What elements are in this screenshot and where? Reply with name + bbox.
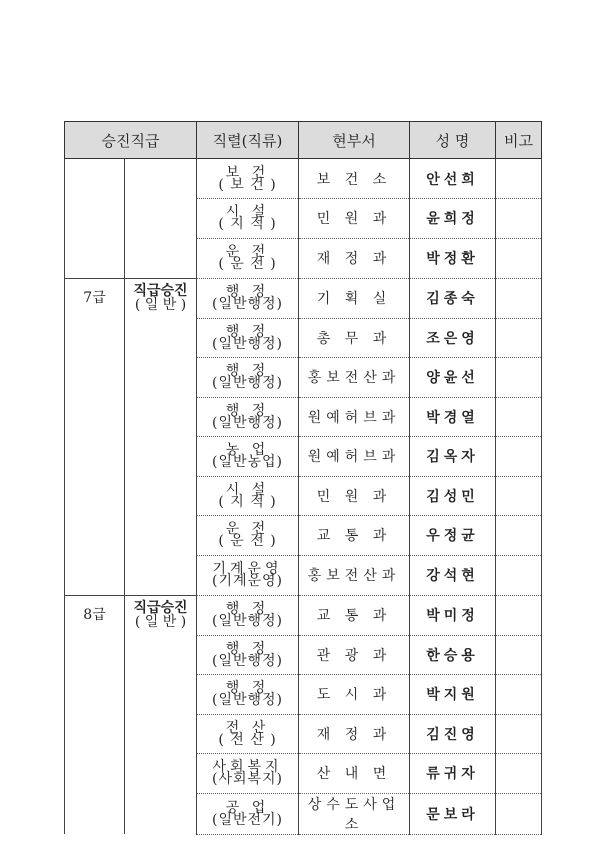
grade-cell <box>65 516 125 556</box>
table-row <box>65 159 542 199</box>
promotion-type-cell <box>125 476 197 516</box>
job-class: (일반행정) <box>211 692 284 709</box>
note-cell <box>496 318 542 358</box>
promotion-type-cell <box>125 675 197 715</box>
note-cell <box>496 675 542 715</box>
name-cell: 양윤선 <box>410 358 496 398</box>
grade-cell <box>65 199 125 239</box>
grade-cell <box>65 397 125 437</box>
grade-cell <box>65 793 125 834</box>
name-cell: 문보라 <box>410 793 496 834</box>
job-series-cell <box>197 754 299 794</box>
table-row <box>65 437 542 477</box>
note-cell <box>496 635 542 675</box>
job-series: 기계운영 <box>212 561 283 577</box>
table-row <box>65 793 542 834</box>
job-series-cell <box>197 555 299 595</box>
promotion-type-cell <box>125 595 197 635</box>
department-cell: 보 건 소 <box>299 159 410 199</box>
job-series: 공 업 <box>225 799 270 816</box>
note-cell <box>496 397 542 437</box>
job-series-cell <box>197 278 299 318</box>
job-series: 행 정 <box>225 601 270 617</box>
job-series: 행 정 <box>225 363 270 380</box>
promotion-type-cell <box>125 159 197 199</box>
promotion-subtype: ( 일 반 ) <box>134 296 187 313</box>
note-cell <box>496 714 542 754</box>
note-cell <box>496 793 542 834</box>
note-cell <box>496 437 542 477</box>
note-cell <box>496 238 542 278</box>
name-cell: 류귀자 <box>410 754 496 794</box>
name-cell: 강석현 <box>410 555 496 595</box>
table-row <box>65 397 542 437</box>
department-cell: 원예허브과 <box>299 397 410 437</box>
header-job-series: 직렬(직류) <box>197 122 299 159</box>
promotion-type-cell <box>125 278 197 318</box>
job-series-cell <box>197 238 299 278</box>
job-class: ( 지 적 ) <box>218 493 277 510</box>
name-cell: 김진영 <box>410 714 496 754</box>
table-row <box>65 358 542 398</box>
job-class: (일반농업) <box>211 454 284 471</box>
job-series: 시 설 <box>225 204 270 221</box>
grade-cell <box>65 238 125 278</box>
table-body <box>65 159 542 835</box>
grade-cell <box>65 318 125 358</box>
table-row <box>65 199 542 239</box>
job-class: (사회복지) <box>211 771 284 788</box>
job-series: 농 업 <box>225 442 270 459</box>
job-series-cell <box>197 199 299 239</box>
job-class: (일반행정) <box>211 335 284 352</box>
department-cell: 교 통 과 <box>299 595 410 635</box>
department-cell: 총 무 과 <box>299 318 410 358</box>
department-cell: 재 정 과 <box>299 238 410 278</box>
job-series-cell <box>197 793 299 834</box>
job-class: ( 운 전 ) <box>218 256 277 272</box>
job-class: ( 운 전 ) <box>218 533 277 550</box>
note-cell <box>496 595 542 635</box>
job-series-cell <box>197 358 299 398</box>
job-series-cell <box>197 675 299 715</box>
department-cell: 홍보전산과 <box>299 358 410 398</box>
department-cell: 홍보전산과 <box>299 555 410 595</box>
grade-cell <box>65 476 125 516</box>
name-cell: 김옥자 <box>410 437 496 477</box>
promotion-type-cell <box>125 238 197 278</box>
header-name: 성 명 <box>410 122 496 159</box>
job-series-cell <box>197 595 299 635</box>
job-series: 전 산 <box>225 719 270 736</box>
table-row <box>65 714 542 754</box>
department-cell: 관 광 과 <box>299 635 410 675</box>
promotion-type-cell <box>125 555 197 595</box>
department-cell: 산 내 면 <box>299 754 410 794</box>
grade-cell <box>65 675 125 715</box>
table-row <box>65 318 542 358</box>
department-cell: 교 통 과 <box>299 516 410 556</box>
grade-cell: 8급 <box>65 595 125 635</box>
header-row <box>65 122 542 159</box>
job-class: (일반행정) <box>211 296 284 312</box>
name-cell: 박지원 <box>410 675 496 715</box>
job-series-cell <box>197 516 299 556</box>
promotion-table <box>64 121 542 835</box>
job-series: 행 정 <box>225 323 270 340</box>
job-series: 시 설 <box>225 481 270 498</box>
job-class: ( 전 산 ) <box>218 731 277 748</box>
name-cell: 김성민 <box>410 476 496 516</box>
job-series-cell <box>197 318 299 358</box>
job-series: 행 정 <box>225 640 270 657</box>
job-class: ( 지 적 ) <box>218 216 277 233</box>
job-class: (일반행정) <box>211 375 284 392</box>
table-row <box>65 635 542 675</box>
table-row <box>65 278 542 318</box>
promotion-type-cell <box>125 318 197 358</box>
grade-cell <box>65 555 125 595</box>
name-cell: 박미정 <box>410 595 496 635</box>
name-cell: 윤희정 <box>410 199 496 239</box>
grade-cell <box>65 714 125 754</box>
note-cell <box>496 476 542 516</box>
promotion-type-cell <box>125 635 197 675</box>
promotion-type-cell <box>125 199 197 239</box>
name-cell: 우정균 <box>410 516 496 556</box>
note-cell <box>496 754 542 794</box>
job-class: (일반전기) <box>211 811 284 828</box>
note-cell <box>496 516 542 556</box>
job-series-cell <box>197 714 299 754</box>
note-cell <box>496 555 542 595</box>
table-row <box>65 476 542 516</box>
grade-cell <box>65 754 125 794</box>
promotion-type-cell <box>125 714 197 754</box>
header-department: 현부서 <box>299 122 410 159</box>
promotion-subtype: ( 일 반 ) <box>134 613 187 630</box>
note-cell <box>496 358 542 398</box>
job-series: 운 전 <box>225 521 270 538</box>
grade-cell <box>65 159 125 199</box>
department-cell: 상수도사업소 <box>299 793 410 834</box>
job-series-cell <box>197 159 299 199</box>
department-cell: 민 원 과 <box>299 476 410 516</box>
promotion-type-cell <box>125 437 197 477</box>
table-row <box>65 595 542 635</box>
name-cell: 안선희 <box>410 159 496 199</box>
table-row <box>65 555 542 595</box>
name-cell: 박경열 <box>410 397 496 437</box>
job-class: (일반행정) <box>211 414 284 431</box>
header-grade: 승진직급 <box>65 122 197 159</box>
grade-cell <box>65 358 125 398</box>
job-series: 사회복지 <box>212 759 283 776</box>
note-cell <box>496 199 542 239</box>
job-class: (일반행정) <box>211 652 284 669</box>
job-series-cell <box>197 437 299 477</box>
promotion-type-cell <box>125 358 197 398</box>
job-series: 행 정 <box>225 402 270 419</box>
grade-cell <box>65 635 125 675</box>
grade-cell: 7급 <box>65 278 125 318</box>
job-series-cell <box>197 476 299 516</box>
header-note: 비고 <box>496 122 542 159</box>
job-class: ( 보 건 ) <box>218 176 277 193</box>
job-series: 보 건 <box>225 164 270 181</box>
promotion-type-cell <box>125 397 197 437</box>
table-row <box>65 675 542 715</box>
job-series: 운 전 <box>225 244 270 260</box>
promotion-type: 직급승진 <box>133 282 188 299</box>
job-class: (기계운영) <box>211 573 284 589</box>
table-row <box>65 238 542 278</box>
promotion-type-cell <box>125 516 197 556</box>
job-series-cell <box>197 635 299 675</box>
department-cell: 재 정 과 <box>299 714 410 754</box>
department-cell: 도 시 과 <box>299 675 410 715</box>
job-series: 행 정 <box>225 284 270 300</box>
name-cell: 한승용 <box>410 635 496 675</box>
note-cell <box>496 278 542 318</box>
name-cell: 박정환 <box>410 238 496 278</box>
promotion-type-cell <box>125 793 197 834</box>
job-class: (일반행정) <box>211 613 284 629</box>
table-row <box>65 754 542 794</box>
job-series: 행 정 <box>225 680 270 697</box>
name-cell: 김종숙 <box>410 278 496 318</box>
promotion-type-cell <box>125 754 197 794</box>
department-cell: 민 원 과 <box>299 199 410 239</box>
department-cell: 기 획 실 <box>299 278 410 318</box>
name-cell: 조은영 <box>410 318 496 358</box>
department-cell: 원예허브과 <box>299 437 410 477</box>
table-row <box>65 516 542 556</box>
promotion-type: 직급승진 <box>133 599 188 616</box>
grade-cell <box>65 437 125 477</box>
job-series-cell <box>197 397 299 437</box>
note-cell <box>496 159 542 199</box>
